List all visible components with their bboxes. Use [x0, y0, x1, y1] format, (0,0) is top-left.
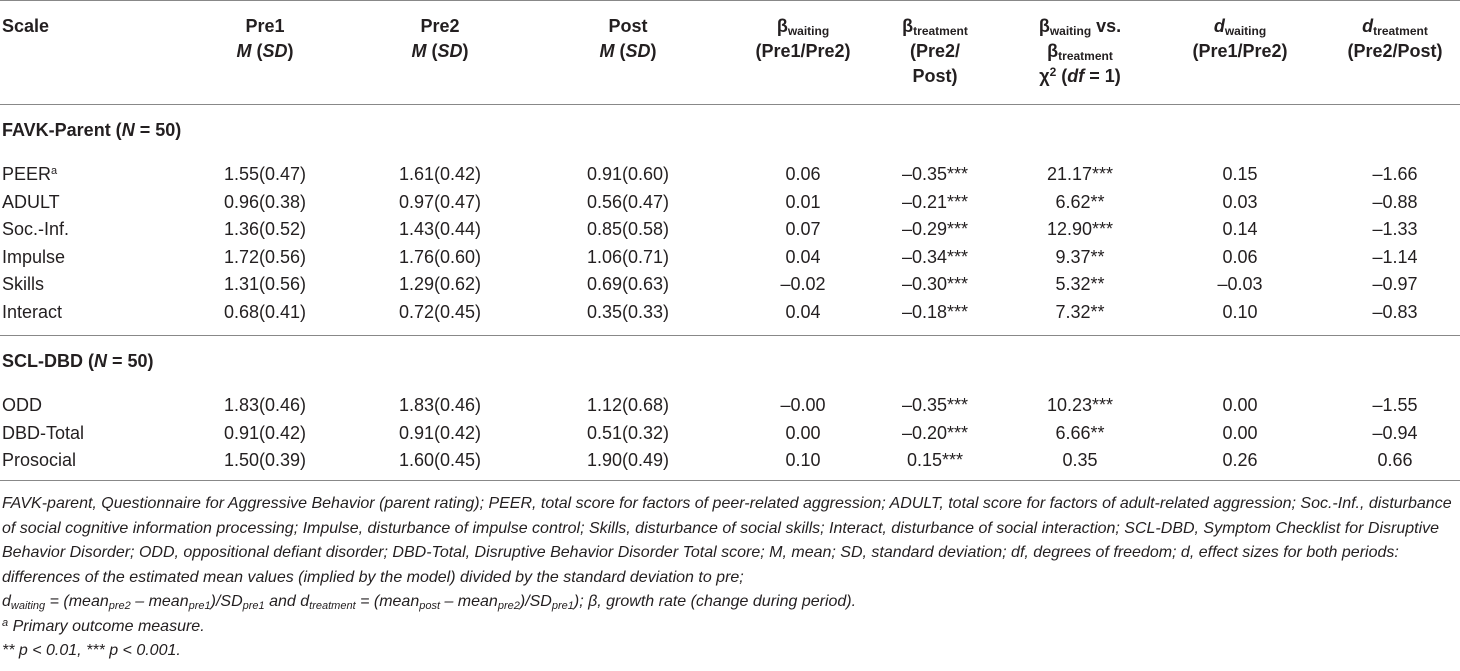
- cell-dw: 0.06: [1222, 246, 1258, 267]
- section-title-favk: FAVK-Parent (N = 50): [2, 120, 182, 140]
- cell-chi: 21.17***: [1046, 164, 1114, 184]
- cell-bt: –0.21***: [901, 191, 969, 212]
- cell-dt: –0.88: [1372, 191, 1418, 212]
- cell-pre2: 1.43(0.44): [398, 219, 482, 240]
- cell-pre1: 1.31(0.56): [223, 274, 307, 295]
- table-row: [0, 188, 1460, 216]
- cell-pre2: 0.72(0.45): [398, 302, 482, 322]
- cell-chi: 6.62**: [1055, 191, 1105, 212]
- section-title-scl-dbd: SCL-DBD (N = 50): [2, 351, 154, 371]
- cell-post: 1.06(0.71): [586, 246, 670, 267]
- cell-dw: 0.03: [1222, 191, 1258, 212]
- row-scale-label: Skills: [2, 274, 45, 295]
- col-header-scale: Scale: [2, 16, 50, 36]
- table-row: [0, 446, 1460, 474]
- col-header-beta-waiting: $\beta_{waiting}$ (Pre1/Pre2): [755, 16, 851, 61]
- cell-dw: 0.26: [1222, 450, 1258, 471]
- cell-pre2: 0.91(0.42): [398, 422, 482, 443]
- top-rule: [0, 0, 1460, 1]
- cell-bw: –0.00: [780, 395, 826, 415]
- cell-pre2: 1.76(0.60): [398, 246, 482, 267]
- col-header-post: Post M (SD): [599, 16, 657, 61]
- cell-bw: 0.00: [785, 422, 821, 443]
- cell-dt: 0.66: [1377, 450, 1413, 471]
- col-header-d-treatment: $d_{treatment}$ (Pre2/Post): [1347, 16, 1443, 61]
- cell-chi: 6.66**: [1055, 422, 1105, 443]
- row-scale-label: Soc.-Inf.: [2, 219, 70, 240]
- table-bottom-rule: [0, 480, 1460, 481]
- cell-pre1: 0.96(0.38): [223, 191, 307, 212]
- cell-bw: 0.04: [785, 302, 821, 322]
- col-header-beta-treatment: $\beta_{treatment}$ (Pre2/ Post): [902, 16, 968, 86]
- cell-post: 0.85(0.58): [586, 219, 670, 240]
- cell-pre1: 0.91(0.42): [223, 422, 307, 443]
- cell-bw: 0.04: [785, 246, 821, 267]
- section-divider: [0, 335, 1460, 336]
- table-notes: [2, 492, 1454, 664]
- notes-main: FAVK-parent, Questionnaire for Aggressive Behavior (parent rating); PEER, total score for factors of peer-related aggression; ADULT, total score for factors of adult-related aggression; Soc.-Inf., disturbance of social cognitive information processing; Impulse, disturbance of impulse control; Skills, disturbance of social skills; Interact, disturbance of social interaction; SCL-DBD, Symptom Checklist for Disruptive Behavior Disorder; ODD, oppositional defiant disorder; DBD-Total, Disruptive Behavior Disorder Total score; M, mean; SD, standard deviation; df, degrees of freedom; d, effect sizes for both periods: differences of the estimated mean values (implied by the model) divided by the standard deviation to pre;: [2, 495, 1452, 586]
- cell-dt: –0.94: [1372, 422, 1418, 443]
- notes-formula: $d_{waiting}$ = (mean$_{pre2}$ – $mean_{pre1})/SD_{pre1}$ and $d_{treatment}$ = (mean$_{post}$ – $mean_{pre2})/SD_{pre1}$); β, growth rate (change during period).: [2, 593, 857, 612]
- table-row: [0, 215, 1460, 243]
- cell-pre2: 1.29(0.62): [398, 274, 482, 295]
- cell-chi: 5.32**: [1055, 274, 1105, 295]
- cell-chi: 9.37**: [1055, 246, 1105, 267]
- cell-dw: 0.00: [1222, 422, 1258, 443]
- cell-bw: –0.02: [780, 274, 826, 295]
- cell-bw: 0.10: [785, 450, 821, 471]
- cell-dw: 0.00: [1222, 395, 1258, 415]
- cell-pre1: 1.36(0.52): [223, 219, 307, 240]
- table-row: [0, 160, 1460, 188]
- cell-dw: 0.15: [1222, 164, 1258, 184]
- row-scale-label: ADULT: [2, 191, 60, 212]
- cell-dt: –1.66: [1372, 164, 1418, 184]
- notes-significance: ** p < 0.01, *** p < 0.001.: [2, 642, 181, 659]
- table-row: [0, 391, 1460, 419]
- cell-dw: 0.10: [1222, 302, 1258, 322]
- cell-post: 0.56(0.47): [586, 191, 670, 212]
- cell-pre1: 1.72(0.56): [223, 246, 307, 267]
- cell-dw: 0.14: [1222, 219, 1258, 240]
- header-rule: [0, 104, 1460, 105]
- cell-pre1: 1.83(0.46): [223, 395, 307, 415]
- cell-chi: 10.23***: [1046, 395, 1114, 415]
- cell-pre2: 0.97(0.47): [398, 191, 482, 212]
- table-row: [0, 298, 1460, 326]
- cell-dt: –1.33: [1372, 219, 1418, 240]
- cell-bw: 0.07: [785, 219, 821, 240]
- cell-pre1: 1.50(0.39): [223, 450, 307, 471]
- cell-pre2: 1.83(0.46): [398, 395, 482, 415]
- cell-pre1: 0.68(0.41): [223, 302, 307, 322]
- cell-pre2: 1.61(0.42): [398, 164, 482, 184]
- table-row: [0, 270, 1460, 298]
- cell-post: 0.35(0.33): [586, 302, 670, 322]
- row-scale-label: Prosocial: [2, 450, 77, 471]
- cell-bt: –0.35***: [901, 395, 969, 415]
- row-scale-label: ODD: [2, 395, 42, 415]
- cell-chi: 0.35: [1062, 450, 1098, 471]
- col-header-pre2: Pre2 M (SD): [411, 16, 469, 61]
- cell-bt: 0.15***: [906, 450, 964, 471]
- cell-dt: –0.83: [1372, 302, 1418, 322]
- cell-bt: –0.18***: [901, 302, 969, 322]
- cell-post: 0.69(0.63): [586, 274, 670, 295]
- cell-bt: –0.30***: [901, 274, 969, 295]
- cell-bt: –0.35***: [901, 164, 969, 184]
- table-row: [0, 419, 1460, 447]
- cell-bt: –0.29***: [901, 219, 969, 240]
- cell-chi: 12.90***: [1046, 219, 1114, 240]
- col-header-beta-comparison: $\beta_{waiting}$ vs. $\beta_{treatment}$ $\chi^2$ (df = 1): [1038, 16, 1122, 86]
- cell-dw: –0.03: [1217, 274, 1263, 295]
- cell-post: 0.51(0.32): [586, 422, 670, 443]
- row-scale-label: PEER$^a$: [2, 164, 58, 184]
- cell-pre1: 1.55(0.47): [223, 164, 307, 184]
- row-scale-label: Interact: [2, 302, 63, 322]
- cell-bw: 0.01: [785, 191, 821, 212]
- row-scale-label: DBD-Total: [2, 422, 85, 443]
- table-row: [0, 243, 1460, 271]
- cell-bt: –0.34***: [901, 246, 969, 267]
- cell-post: 1.12(0.68): [586, 395, 670, 415]
- cell-post: 1.90(0.49): [586, 450, 670, 471]
- col-header-pre1: Pre1 M (SD): [236, 16, 294, 61]
- cell-bw: 0.06: [785, 164, 821, 184]
- cell-dt: –0.97: [1372, 274, 1418, 295]
- row-scale-label: Impulse: [2, 246, 66, 267]
- cell-dt: –1.55: [1372, 395, 1418, 415]
- cell-chi: 7.32**: [1055, 302, 1105, 322]
- cell-dt: –1.14: [1372, 246, 1418, 267]
- cell-post: 0.91(0.60): [586, 164, 670, 184]
- notes-footnote-a: $^a$ Primary outcome measure.: [2, 616, 205, 635]
- cell-bt: –0.20***: [901, 422, 969, 443]
- cell-pre2: 1.60(0.45): [398, 450, 482, 471]
- col-header-d-waiting: $d_{waiting}$ (Pre1/Pre2): [1192, 16, 1288, 61]
